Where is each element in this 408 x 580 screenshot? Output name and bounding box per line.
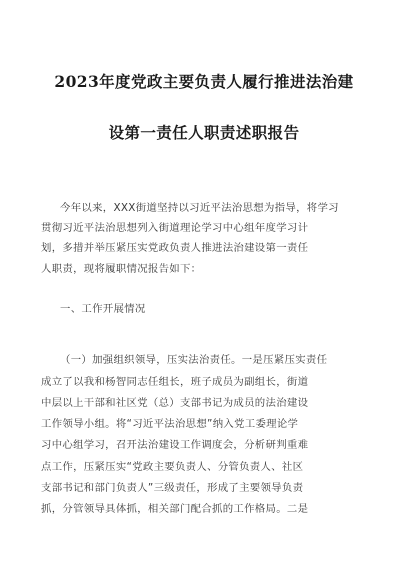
intro-line-3: 划，多措并举压紧压实党政负责人推进法治建设第一责任: [41, 242, 309, 254]
section-line-3: 中层以上干部和社区党（总）支部书记为成员的法治建设: [41, 397, 309, 409]
section-heading: 一、工作开展情况: [60, 303, 146, 315]
section-line-4: 工作领导小组。将“习近平法治思想”纳入党工委理论学: [41, 418, 299, 430]
document-title-line-1: 2023年度党政主要负责人履行推进法治建: [54, 72, 354, 91]
intro-line-1: 今年以来，XXX街道坚持以习近平法治思想为指导，将学习: [60, 202, 339, 214]
section-line-8: 抓，分管领导具体抓，相关部门配合抓的工作格局。二是: [41, 503, 309, 515]
section-line-6: 点工作，压紧压实“党政主要负责人、分管负责人、社区: [41, 461, 304, 473]
document-title-line-2: 设第一责任人职责述职报告: [108, 123, 300, 142]
section-line-5: 习中心组学习，召开法治建设工作调度会，分析研判重难: [41, 439, 309, 451]
section-line-1: （一）加强组织领导，压实法治责任。一是压紧压实责任: [60, 354, 328, 366]
section-line-2: 成立了以我和杨智同志任组长，班子成员为副组长，街道: [41, 376, 309, 388]
intro-line-4: 人职责，现将履职情况报告如下：: [41, 263, 202, 275]
intro-line-2: 贯彻习近平法治思想列入街道理论学习中心组年度学习计: [41, 222, 309, 234]
section-line-7: 支部书记和部门负责人”三级责任，形成了主要领导负责: [41, 482, 304, 494]
